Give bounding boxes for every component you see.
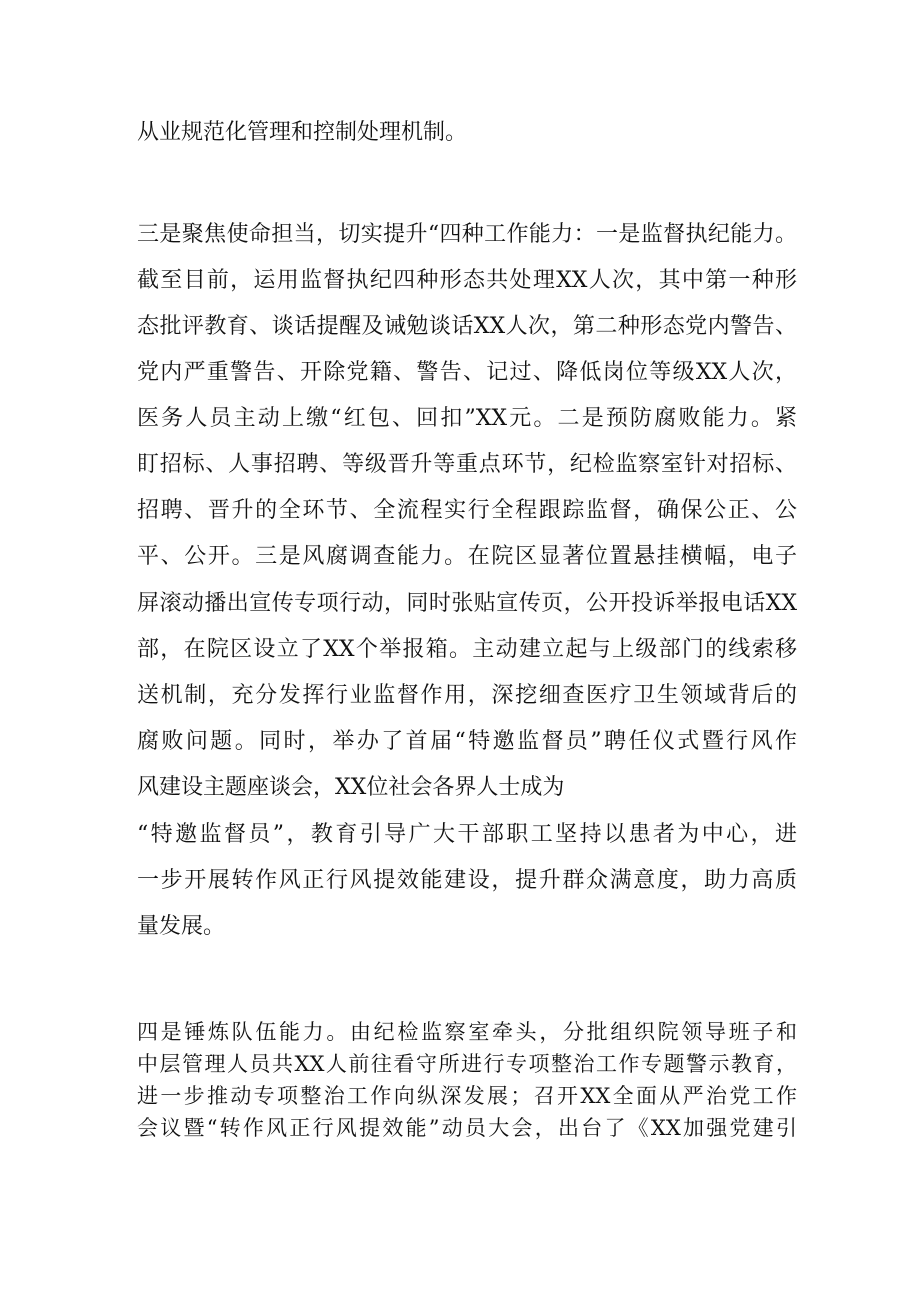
paragraph-2-line-9: 屏滚动播出宣传专项行动，同时张贴宣传页，公开投诉举报电话XX [137, 591, 797, 616]
paragraph-3-line-2: 中层管理人员共XX人前往看守所进行专项整治工作专题警示教育， [137, 1052, 797, 1076]
paragraph-2-line-12: 腐败问题。同时，举办了首届“特邀监督员”聘任仪式暨行风作 [137, 729, 797, 754]
paragraph-2-line-11: 送机制，充分发挥行业监督作用，深挖细查医疗卫生领域背后的 [137, 683, 797, 708]
paragraph-2-line-8: 平、公开。三是风腐调查能力。在院区显著位置悬挂横幅，电子 [137, 544, 797, 569]
paragraph-2-line-15: 一步开展转作风正行风提效能建设，提升群众满意度，助力高质 [137, 868, 797, 893]
paragraph-2-line-14: “特邀监督员”，教育引导广大干部职工坚持以患者为中心，进 [137, 822, 797, 847]
paragraph-3-line-4: 会议暨“转作风正行风提效能”动员大会，出台了《XX加强党建引 [137, 1116, 797, 1140]
paragraph-3-line-3: 进一步推动专项整治工作向纵深发展；召开XX全面从严治党工作 [137, 1084, 797, 1108]
paragraph-2-line-7: 招聘、晋升的全环节、全流程实行全程跟踪监督，确保公正、公 [137, 498, 797, 523]
paragraph-2-line-10: 部，在院区设立了XX个举报箱。主动建立起与上级部门的线索移 [137, 637, 797, 662]
paragraph-2-line-3: 态批评教育、谈话提醒及诫勉谈话XX人次，第二种形态党内警告、 [137, 314, 797, 339]
paragraph-2-line-2: 截至目前，运用监督执纪四种形态共处理XX人次，其中第一种形 [137, 268, 797, 293]
paragraph-1-line-1: 从业规范化管理和控制处理机制。 [137, 120, 468, 145]
paragraph-2-line-16: 量发展。 [137, 914, 226, 939]
paragraph-2-line-4: 党内严重警告、开除党籍、警告、记过、降低岗位等级XX人次， [137, 360, 797, 385]
paragraph-2-line-13: 风建设主题座谈会，XX位社会各界人士成为 [137, 775, 565, 800]
paragraph-2-line-5: 医务人员主动上缴“红包、回扣”XX元。二是预防腐败能力。紧 [137, 406, 797, 431]
paragraph-2-line-1: 三是聚焦使命担当，切实提升“四种工作能力：一是监督执纪能力。 [137, 222, 797, 247]
paragraph-2-line-6: 盯招标、人事招聘、等级晋升等重点环节，纪检监察室针对招标、 [137, 452, 797, 477]
paragraph-3-line-1: 四是锤炼队伍能力。由纪检监察室牵头，分批组织院领导班子和 [137, 1020, 797, 1044]
